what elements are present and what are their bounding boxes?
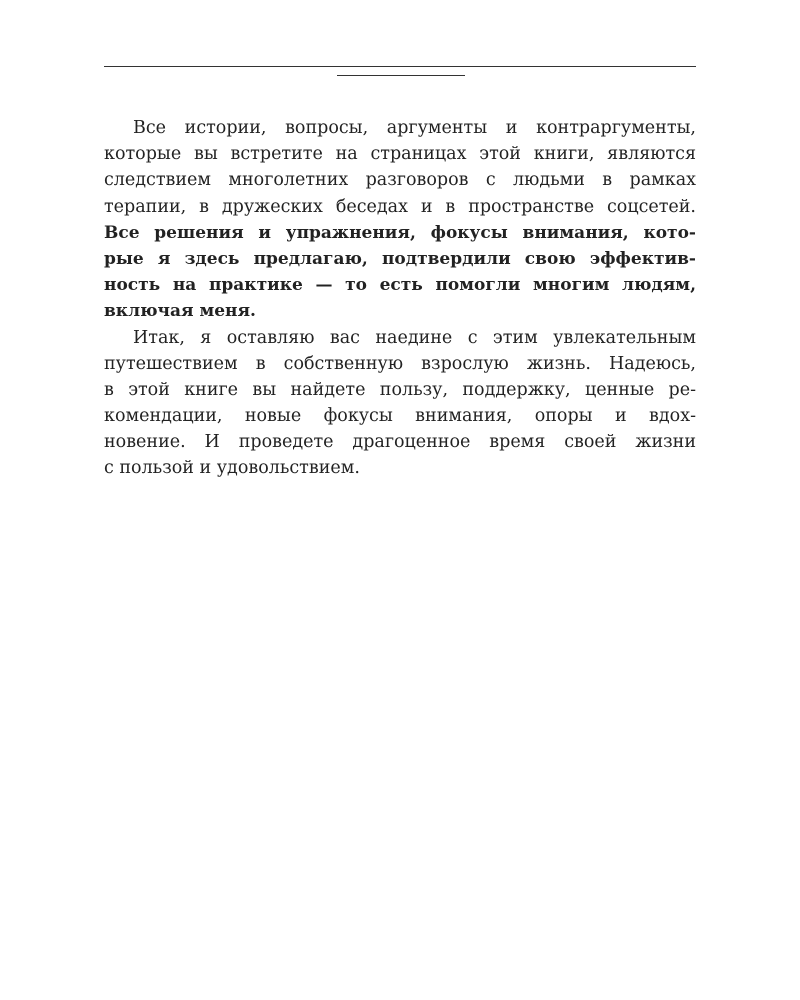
- text-line: следствием многолетних разговоров с людьми в рамках: [104, 170, 696, 191]
- body-text: [104, 115, 696, 482]
- bold-text-line: рые я здесь предлагаю, подтвердили свою эффектив-: [104, 248, 696, 269]
- text-line: терапии, в дружеских беседах и в пространстве соцсетей.: [104, 196, 696, 217]
- text-line: комендации, новые фокусы внимания, опоры и вдох-: [104, 406, 696, 427]
- text-line: путешествием в собственную взрослую жизнь. Надеюсь,: [104, 353, 696, 374]
- text-line: которые вы встретите на страницах этой книги, являются: [104, 144, 696, 165]
- text-line: Все истории, вопросы, аргументы и контраргументы,: [133, 118, 696, 138]
- header-short-rule: [337, 75, 465, 76]
- text-line: с пользой и удовольствием.: [104, 458, 360, 479]
- text-line: новение. И проведете драгоценное время своей жизни: [104, 432, 696, 453]
- text-line: Итак, я оставляю вас наедине с этим увлекательным: [133, 327, 696, 348]
- bold-text-line: Все решения и упражнения, фокусы внимания, кото-: [104, 222, 696, 243]
- header-rule: [104, 66, 696, 67]
- bold-text-line: ность на практике — то есть помогли многим людям,: [104, 275, 696, 296]
- paragraph-1: [104, 115, 696, 325]
- bold-text-line: включая меня.: [104, 301, 256, 322]
- text-line: в этой книге вы найдете пользу, поддержку, ценные ре-: [104, 379, 696, 400]
- paragraph-2: [104, 325, 696, 482]
